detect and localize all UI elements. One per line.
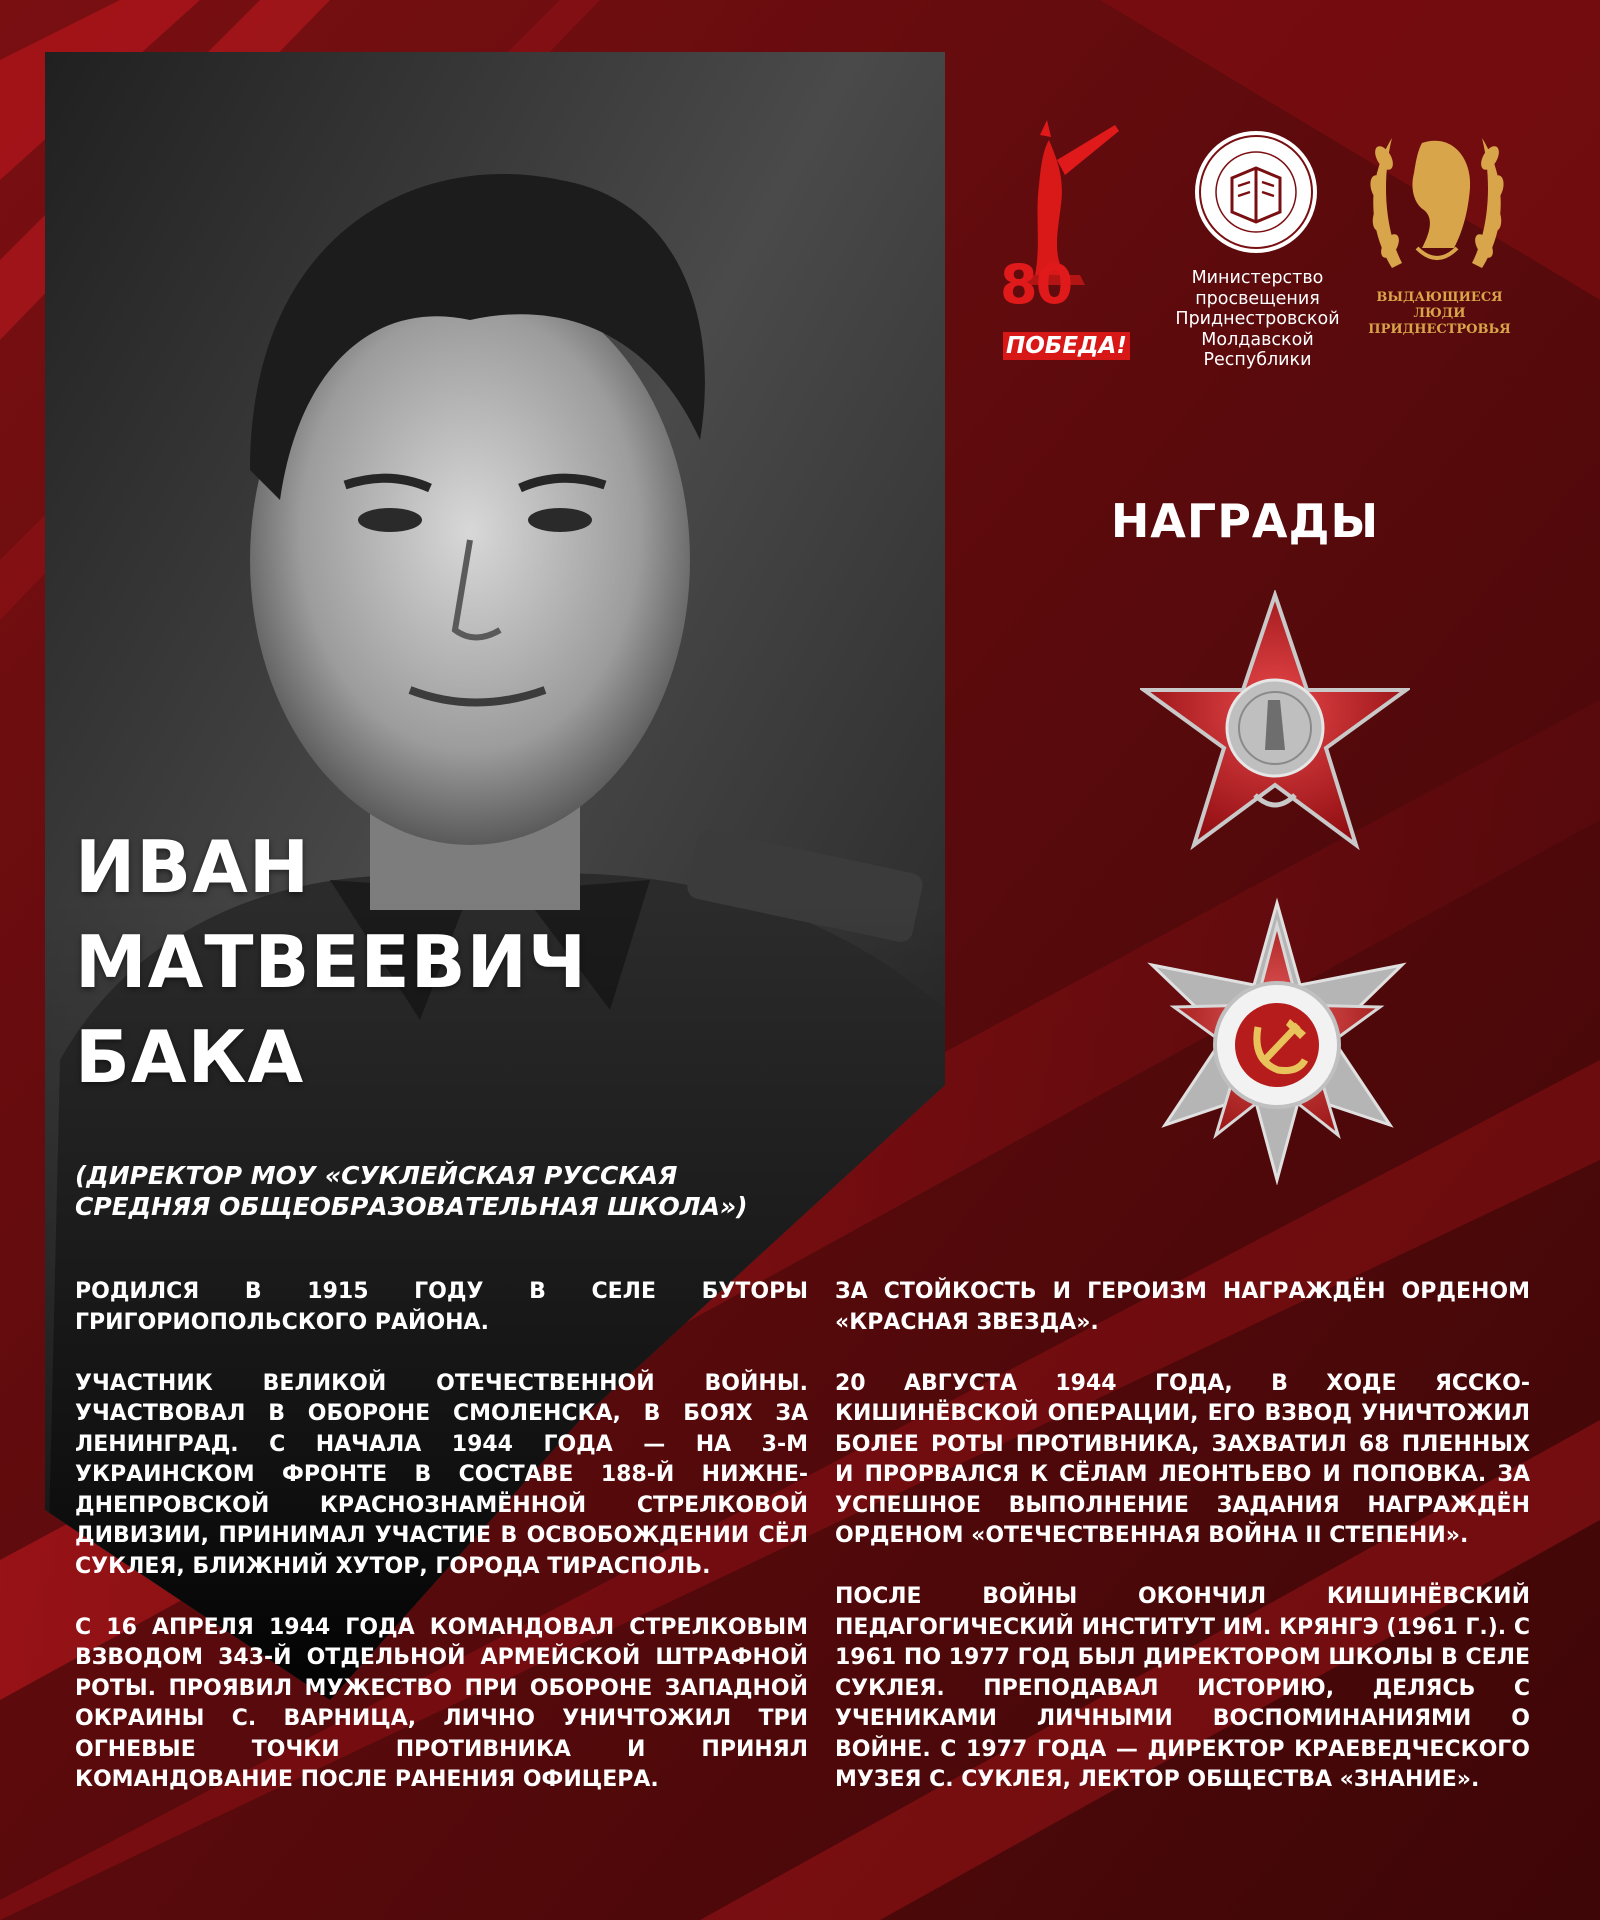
bio-paragraph: УЧАСТНИК ВЕЛИКОЙ ОТЕЧЕСТВЕННОЙ ВОЙНЫ. УЧАСТВОВАЛ В ОБОРОНЕ СМОЛЕНСКА, В БОЯХ ЗА ЛЕНИНГРАД. С НАЧАЛА 1944 ГОДА — НА 3-М УКРАИНСКОМ ФРОНТЕ В СОСТАВЕ 188-Й НИЖНЕ-ДНЕПРОВСКОЙ КРАСНОЗНАМЁННОЙ СТРЕЛКОВОЙ ДИВИЗИИ, ПРИНИМАЛ УЧАСТИЕ В ОСВОБОЖДЕНИИ СЁЛ СУКЛЕЯ, БЛИЖНИЙ ХУТОР, ГОРОДА ТИРАСПОЛЬ. bbox=[75, 1370, 808, 1579]
bio-paragraph: 20 АВГУСТА 1944 ГОДА, В ХОДЕ ЯССКО-КИШИНЁВСКОЙ ОПЕРАЦИИ, ЕГО ВЗВОД УНИЧТОЖИЛ БОЛЕЕ РОТЫ ПРОТИВНИКА, ЗАХВАТИЛ 68 ПЛЕННЫХ И ПРОРВАЛСЯ К СЁЛАМ ЛЕОНТЬЕВО И ПОПОВКА. ЗА УСПЕШНОЕ ВЫПОЛНЕНИЕ ЗАДАНИЯ НАГРАЖДЁН ОРДЕНОМ «ОТЕЧЕСТВЕННАЯ ВОЙНА II СТЕПЕНИ». bbox=[835, 1370, 1530, 1548]
name-line-first: ИВАН bbox=[75, 825, 311, 909]
person-name bbox=[75, 820, 587, 1105]
bio-paragraph: С 16 АПРЕЛЯ 1944 ГОДА КОМАНДОВАЛ СТРЕЛКОВЫМ ВЗВОДОМ 343-Й ОТДЕЛЬНОЙ АРМЕЙСКОЙ ШТРАФНОЙ РОТЫ. ПРОЯВИЛ МУЖЕСТВО ПРИ ОБОРОНЕ ЗАПАДНОЙ ОКРАИНЫ С. ВАРНИЦА, ЛИЧНО УНИЧТОЖИЛ ТРИ ОГНЕВЫЕ ТОЧКИ ПРОТИВНИКА И ПРИНЯЛ КОМАНДОВАНИЕ ПОСЛЕ РАНЕНИЯ ОФИЦЕРА. bbox=[75, 1614, 808, 1792]
bio-left-column bbox=[75, 1277, 808, 1826]
name-line-surname: БАКА bbox=[75, 1015, 305, 1099]
victory-number: 80 bbox=[1000, 253, 1072, 316]
people-caption bbox=[1362, 290, 1517, 338]
bio-paragraph: ЗА СТОЙКОСТЬ И ГЕРОИЗМ НАГРАЖДЁН ОРДЕНОМ «КРАСНАЯ ЗВЕЗДА». bbox=[835, 1279, 1530, 1335]
victory-80-logo-icon bbox=[995, 115, 1125, 365]
bio-paragraph: ПОСЛЕ ВОЙНЫ ОКОНЧИЛ КИШИНЁВСКИЙ ПЕДАГОГИЧЕСКИЙ ИНСТИТУТ ИМ. КРЯНГЭ (1961 Г.). С 1961 ПО 1977 ГОД БЫЛ ДИРЕКТОРОМ ШКОЛЫ В СЕЛЕ СУКЛЕЯ. ПРЕПОДАВАЛ ИСТОРИЮ, ДЕЛЯСЬ С УЧЕНИКАМИ ЛИЧНЫМИ ВОСПОМИНАНИЯМИ О ВОЙНЕ. С 1977 ГОДА — ДИРЕКТОР КРАЕВЕДЧЕСКОГО МУЗЕЯ С. СУКЛЕЯ, ЛЕКТОР ОБЩЕСТВА «ЗНАНИЕ». bbox=[835, 1584, 1530, 1792]
ministry-line: Приднестровской bbox=[1175, 309, 1340, 329]
awards-title: НАГРАДЫ bbox=[1110, 494, 1380, 548]
ministry-line: просвещения bbox=[1195, 288, 1320, 309]
ministry-line: Министерство bbox=[1191, 268, 1324, 288]
victory-word: ПОБЕДА! bbox=[1003, 332, 1130, 360]
order-patriotic-war-icon bbox=[1140, 895, 1415, 1185]
people-line: ПРИДНЕСТРОВЬЯ bbox=[1368, 322, 1511, 337]
laurel-profile-logo-icon bbox=[1362, 118, 1512, 288]
people-line: ВЫДАЮЩИЕСЯ bbox=[1376, 290, 1503, 305]
ministry-line: Республики bbox=[1203, 350, 1312, 370]
people-line: ЛЮДИ bbox=[1413, 306, 1466, 321]
position-line: (ДИРЕКТОР МОУ «СУКЛЕЙСКАЯ РУССКАЯ bbox=[75, 1161, 678, 1190]
ministry-caption bbox=[1155, 268, 1360, 371]
ministry-emblem-icon bbox=[1192, 128, 1320, 256]
name-line-patronymic: МАТВЕЕВИЧ bbox=[75, 920, 588, 1004]
position-line: СРЕДНЯЯ ОБЩЕОБРАЗОВАТЕЛЬНАЯ ШКОЛА») bbox=[75, 1192, 748, 1221]
bio-right-column bbox=[835, 1277, 1530, 1826]
person-position bbox=[75, 1160, 815, 1222]
ministry-line: Молдавской bbox=[1201, 329, 1314, 350]
order-red-star-icon bbox=[1140, 590, 1410, 860]
bio-paragraph: РОДИЛСЯ В 1915 ГОДУ В СЕЛЕ БУТОРЫ ГРИГОРИОПОЛЬСКОГО РАЙОНА. bbox=[75, 1279, 808, 1335]
